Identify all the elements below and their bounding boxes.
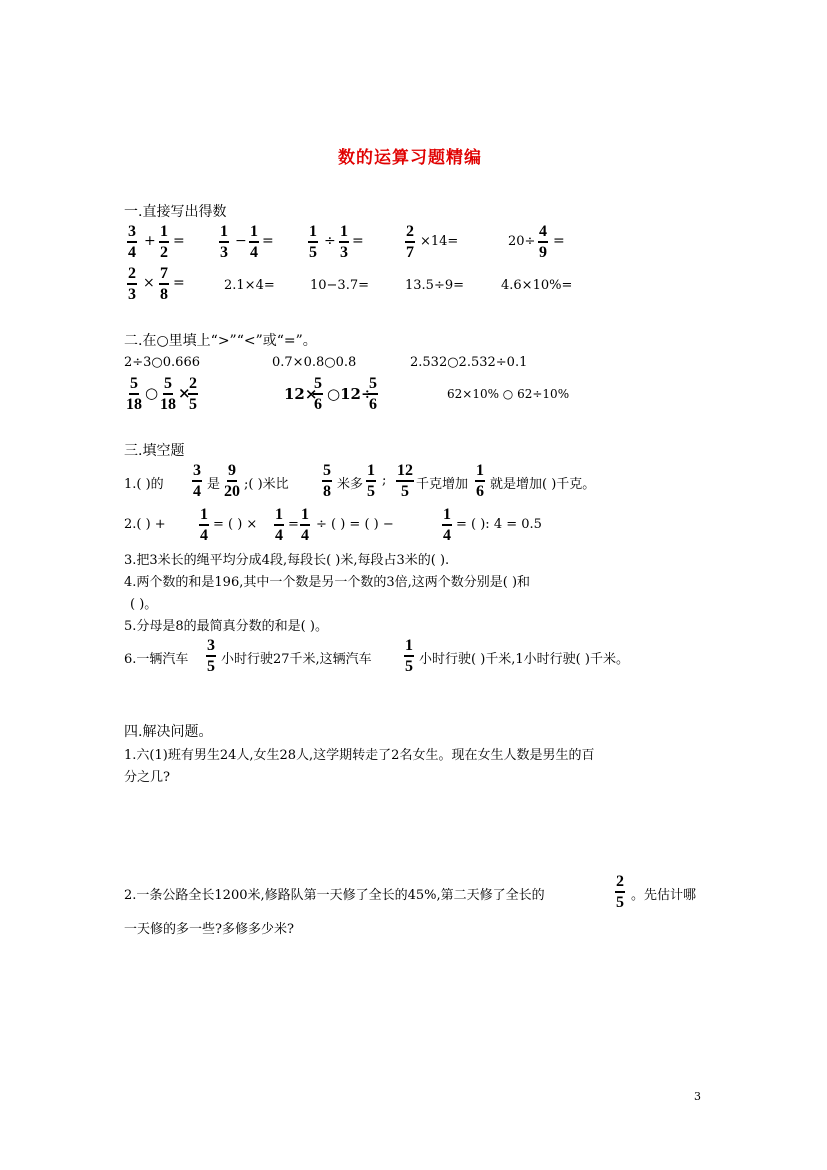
fraction: $\frac{1}{3}$ [220,223,228,261]
fraction: $\frac{5}{18}$ [126,375,142,413]
s2-row2-item3: 62×10% ○ 62÷10% [447,387,570,401]
section3-heading: 三.填空题 [124,443,185,459]
s2-row1-item1: 2÷3○0.666 [124,355,200,370]
s3-question4-line1: 4.两个数的和是196,其中一个数是另一个数的3倍,这两个数分别是( )和 [124,575,531,590]
fraction: $\frac{1}{4}$ [275,506,283,544]
s4-question1-line2: 分之几? [124,770,170,785]
page-number: 3 [694,1090,701,1103]
fraction: $\frac{5}{8}$ [323,462,331,500]
fraction: $\frac{1}{5}$ [367,462,375,500]
fraction: $\frac{1}{4}$ [200,506,208,544]
s2-row1-item2: 0.7×0.8○0.8 [272,355,357,370]
s3-question5: 5.分母是8的最简真分数的和是( )。 [124,619,328,634]
fraction: $\frac{1}{2}$ [160,223,168,261]
s4-question2-line2: 一天修的多一些?多修多少米? [124,922,294,937]
fraction: $\frac{4}{9}$ [539,223,547,261]
fraction: $\frac{9}{20}$ [224,462,240,500]
fraction: $\frac{3}{4}$ [128,223,136,261]
fraction: $\frac{5}{6}$ [314,375,322,413]
section2-heading: 二.在○里填上“>”“<”或“=”。 [124,333,317,349]
fraction: $\frac{3}{4}$ [193,462,201,500]
s3-question4-line2: ( )。 [130,597,158,612]
s3-question3: 3.把3米长的绳平均分成4段,每段长( )米,每段占3米的( ). [124,553,450,568]
fraction: $\frac{1}{6}$ [476,462,484,500]
s2-row1-item3: 2.532○2.532÷0.1 [410,355,528,370]
fraction: $\frac{12}{5}$ [397,462,413,500]
fraction: $\frac{7}{8}$ [160,265,168,303]
fraction: $\frac{1}{4}$ [443,506,451,544]
fraction: $\frac{1}{3}$ [340,223,348,261]
fraction: $\frac{2}{5}$ [189,375,197,413]
fraction: $\frac{1}{5}$ [405,637,413,675]
s4-question1-line1: 1.六(1)班有男生24人,女生28人,这学期转走了2名女生。现在女生人数是男生的百 [124,748,595,763]
fraction: $\frac{1}{4}$ [301,506,309,544]
section4-heading: 四.解决问题。 [124,724,213,740]
s1-row2-problem2: 2.1×4= [224,278,275,293]
s1-row2-problem5: 4.6×10%= [501,278,573,293]
fraction: $\frac{1}{4}$ [250,223,258,261]
fraction: $\frac{2}{7}$ [406,223,414,261]
fraction: $\frac{2}{5}$ [616,873,624,911]
section1-heading: 一.直接写出得数 [124,204,227,220]
fraction: $\frac{2}{3}$ [128,265,136,303]
fraction: $\frac{5}{18}$ [160,375,176,413]
s1-row2-problem3: 10−3.7= [310,278,370,293]
page-title: 数的运算习题精编 [338,148,482,168]
fraction: $\frac{3}{5}$ [207,637,215,675]
fraction: $\frac{5}{6}$ [369,375,377,413]
s1-row2-problem4: 13.5÷9= [405,278,465,293]
fraction: $\frac{1}{5}$ [309,223,317,261]
